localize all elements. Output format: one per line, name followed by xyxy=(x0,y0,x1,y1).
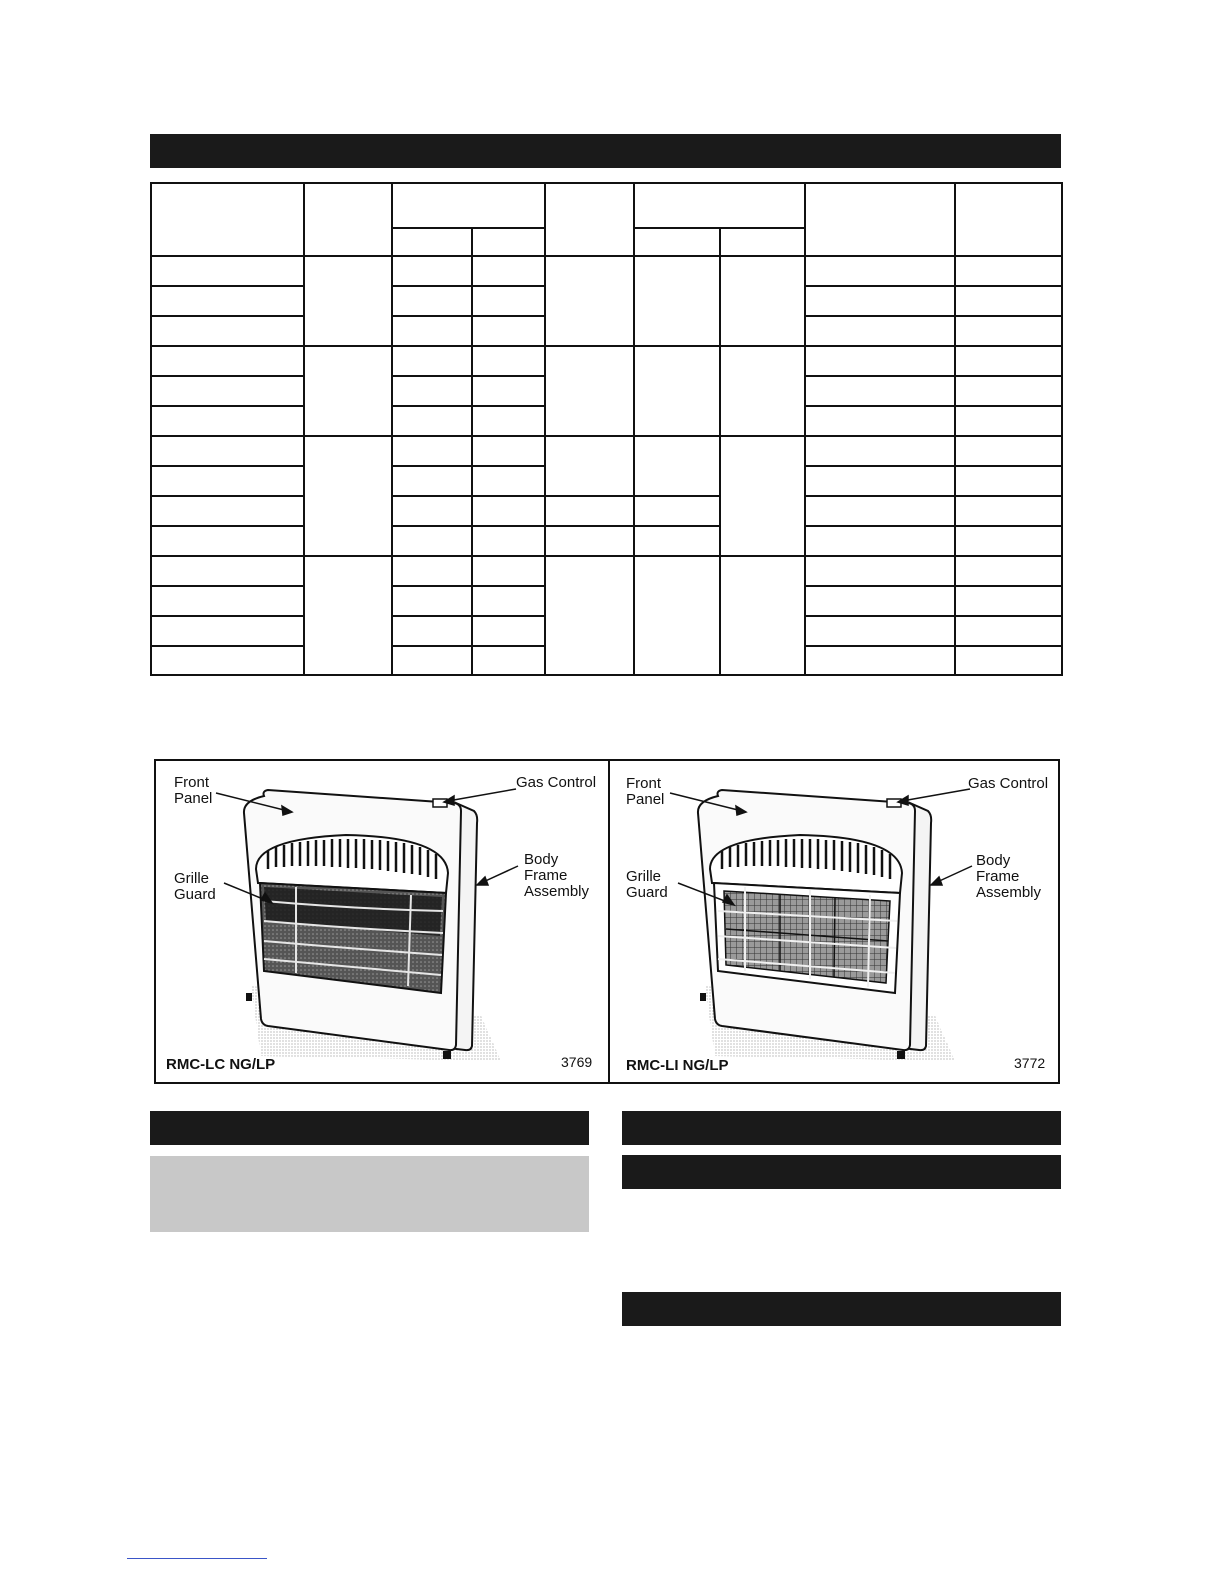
grille-guard-label: Grille Guard xyxy=(626,868,668,901)
table-row xyxy=(151,496,1062,526)
figure-panel-rmc-li xyxy=(610,761,1062,1082)
table-subheader-cell xyxy=(392,228,472,256)
right-section-header-bar xyxy=(622,1111,1061,1145)
figure-number: 3769 xyxy=(561,1054,593,1070)
table-row xyxy=(151,526,1062,556)
table-row xyxy=(151,436,1062,466)
gas-control-label: Gas Control xyxy=(516,774,597,791)
right-subsection-header-bar-2 xyxy=(622,1292,1061,1326)
front-panel-label: Front Panel xyxy=(626,775,665,808)
heater-illustration-li xyxy=(610,761,1060,1082)
table-row xyxy=(151,256,1062,286)
table-header-cell xyxy=(545,183,634,256)
model-caption: RMC-LI NG/LP xyxy=(626,1057,729,1074)
table-row xyxy=(151,556,1062,586)
table-header-cell xyxy=(392,183,545,228)
body-frame-assembly-label: Body Frame Assembly xyxy=(524,851,590,900)
table-subheader-cell xyxy=(472,228,545,256)
heater-illustration-lc xyxy=(156,761,608,1082)
table-row xyxy=(151,346,1062,376)
figure-number: 3772 xyxy=(1014,1055,1046,1071)
table-header-cell xyxy=(634,183,805,228)
section-header-bar xyxy=(150,134,1061,168)
table-subheader-cell xyxy=(720,228,805,256)
left-section-header-bar xyxy=(150,1111,589,1145)
table-header-cell xyxy=(955,183,1062,256)
grille-guard-label: Grille Guard xyxy=(174,870,216,903)
left-gray-callout-box xyxy=(150,1156,589,1232)
right-subsection-header-bar xyxy=(622,1155,1061,1189)
table-header-cell xyxy=(304,183,392,256)
table-header-cell xyxy=(805,183,955,256)
front-panel-label: Front Panel xyxy=(174,774,213,807)
body-frame-assembly-label: Body Frame Assembly xyxy=(976,852,1042,901)
gas-control-label: Gas Control xyxy=(968,775,1049,792)
heater-figure xyxy=(154,759,1060,1084)
table-header-cell xyxy=(151,183,304,256)
table-subheader-cell xyxy=(634,228,720,256)
footer-link-underline[interactable] xyxy=(127,1558,267,1559)
model-caption: RMC-LC NG/LP xyxy=(166,1056,276,1073)
specifications-table xyxy=(150,182,1063,676)
figure-panel-rmc-lc xyxy=(156,761,608,1082)
